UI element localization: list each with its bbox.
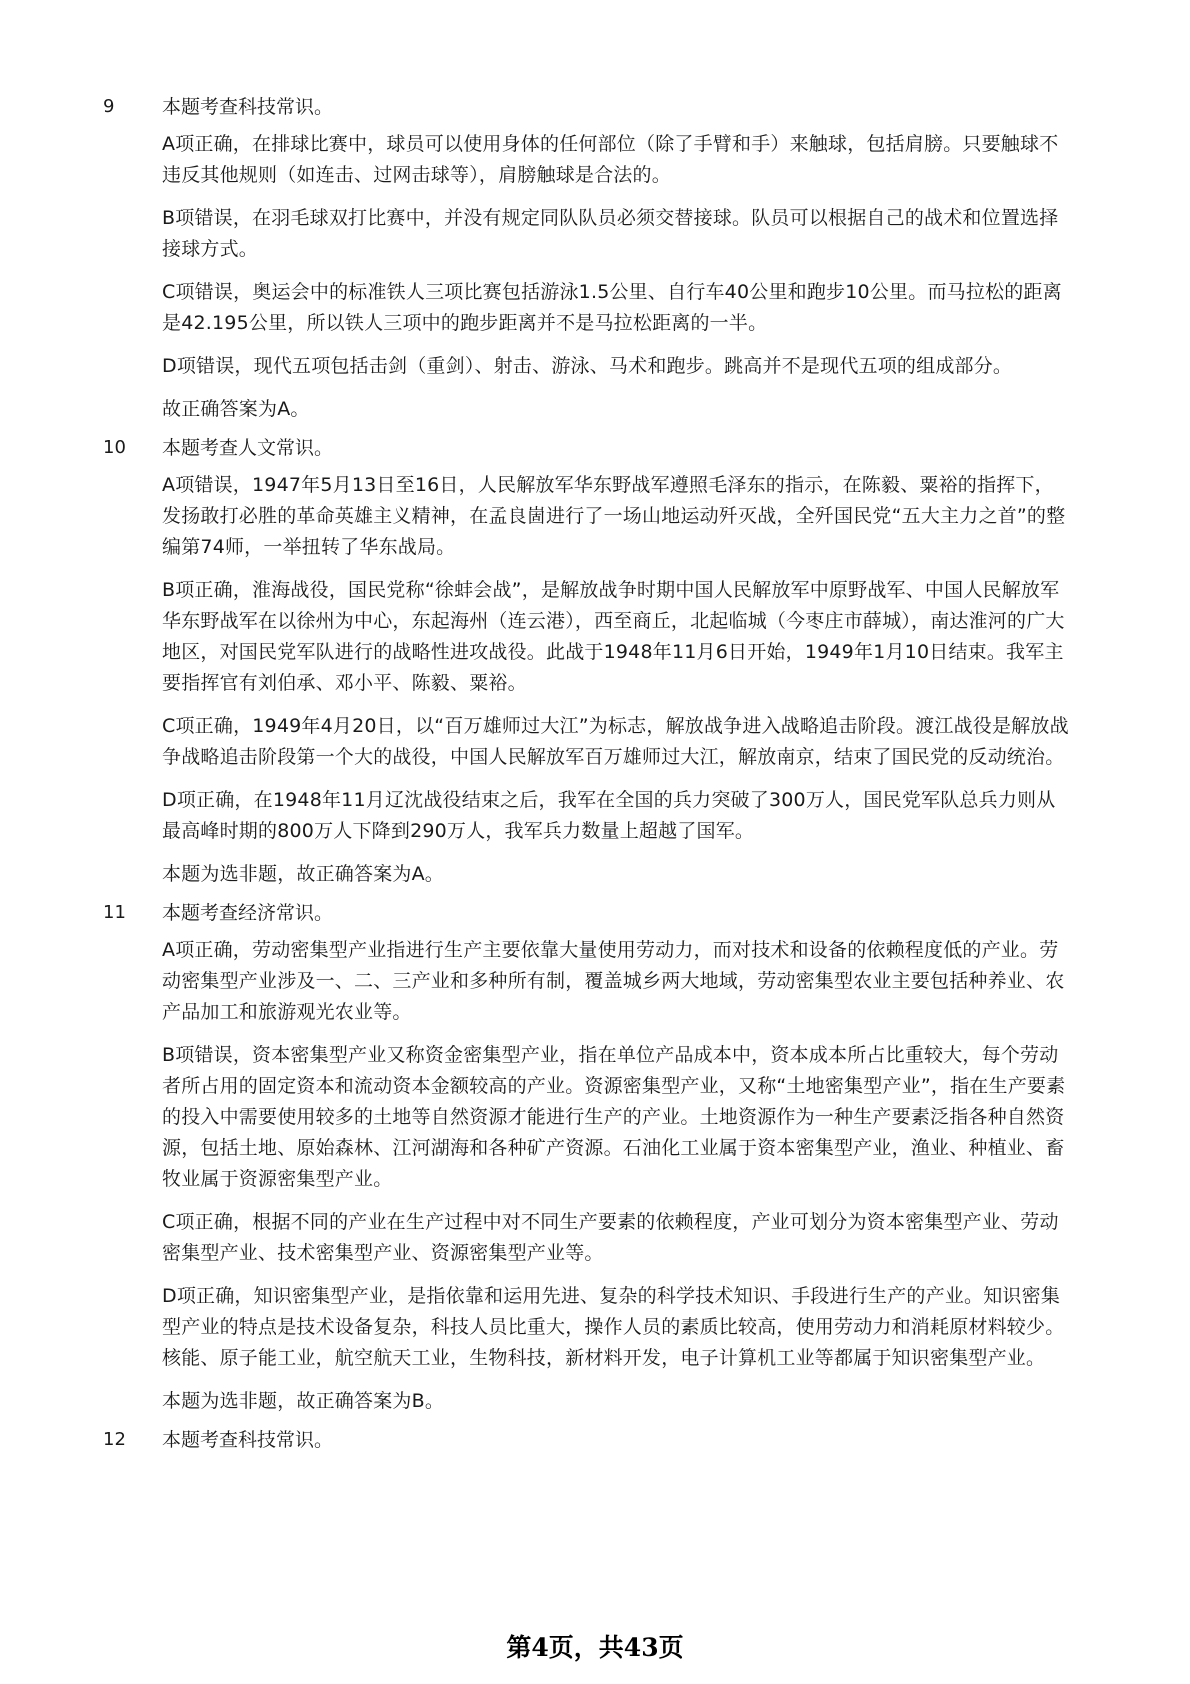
explanation-paragraph: A项正确，劳动密集型产业指进行生产主要依靠大量使用劳动力，而对技术和设备的依赖程度低的产业。劳动密集型产业涉及一、二、三产业和多种所有制，覆盖城乡两大地域，劳动密集型农业主要包括种养业、农产品加工和旅游观光农业等。: [162, 939, 1065, 1023]
question-intro: 本题考查科技常识。: [162, 96, 334, 118]
question-header: [0, 1429, 1190, 1462]
explanation-paragraph: A项错误，1947年5月13日至16日，人民解放军华东野战军遵照毛泽东的指示，在陈毅、粟裕的指挥下，发扬敢打必胜的革命英雄主义精神，在孟良崮进行了一场山地运动歼灭战，全歼国民党“五大主力之首”的整编第74师，一举扭转了华东战局。: [162, 474, 1066, 558]
question-header: [0, 96, 1190, 129]
page-footer: 第4页，共43页: [506, 1633, 684, 1662]
question-intro: 本题考查人文常识。: [162, 437, 334, 459]
explanation-paragraph: C项正确，1949年4月20日，以“百万雄师过大江”为标志，解放战争进入战略追击阶段。渡江战役是解放战争战略追击阶段第一个大的战役，中国人民解放军百万雄师过大江，解放南京，结束了国民党的反动统治。: [162, 715, 1069, 768]
explanation-paragraph: D项正确，知识密集型产业，是指依靠和运用先进、复杂的科学技术知识、手段进行生产的产业。知识密集型产业的特点是技术设备复杂，科技人员比重大，操作人员的素质比较高，使用劳动力和消耗原材料较少。核能、原子能工业，航空航天工业，生物科技，新材料开发，电子计算机工业等都属于知识密集型产业。: [162, 1285, 1065, 1369]
explanation-paragraph: C项错误，奥运会中的标准铁人三项比赛包括游泳1.5公里、自行车40公里和跑步10公里。而马拉松的距离是42.195公里，所以铁人三项中的跑步距离并不是马拉松距离的一半。: [162, 281, 1062, 334]
answer-line: 本题为选非题，故正确答案为B。: [162, 1390, 445, 1412]
answer-line: 本题为选非题，故正确答案为A。: [162, 863, 444, 885]
explanation-paragraph: B项错误，资本密集型产业又称资金密集型产业，指在单位产品成本中，资本成本所占比重较大，每个劳动者所占用的固定资本和流动资本金额较高的产业。资源密集型产业，又称“土地密集型产业”，指在生产要素的投入中需要使用较多的土地等自然资源才能进行生产的产业。土地资源作为一种生产要素泛指各种自然资源，包括土地、原始森林、江河湖海和各种矿产资源。石油化工业属于资本密集型产业，渔业、种植业、畜牧业属于资源密集型产业。: [162, 1044, 1066, 1190]
explanation-paragraph: B项正确，淮海战役，国民党称“徐蚌会战”，是解放战争时期中国人民解放军中原野战军、中国人民解放军华东野战军在以徐州为中心，东起海州（连云港），西至商丘，北起临城（今枣庄市薛城），南达淮河的广大地区，对国民党军队进行的战略性进攻战役。此战于1948年11月6日开始，1949年1月10日结束。我军主要指挥官有刘伯承、邓小平、陈毅、粟裕。: [162, 579, 1065, 694]
question-header: [0, 437, 1190, 470]
question-9: [0, 96, 1190, 425]
question-number: 10: [103, 437, 126, 458]
explanation-paragraph: A项正确，在排球比赛中，球员可以使用身体的任何部位（除了手臂和手）来触球，包括肩膀。只要触球不违反其他规则（如连击、过网击球等），肩膀触球是合法的。: [162, 133, 1059, 186]
question-number: 11: [103, 902, 126, 923]
question-11: [0, 902, 1190, 1417]
question-intro: 本题考查经济常识。: [162, 902, 334, 924]
question-10: [0, 437, 1190, 890]
explanation-paragraph: D项错误，现代五项包括击剑（重剑）、射击、游泳、马术和跑步。跳高并不是现代五项的组成部分。: [162, 355, 1013, 377]
answer-line: 故正确答案为A。: [162, 398, 310, 420]
explanation-paragraph: B项错误，在羽毛球双打比赛中，并没有规定同队队员必须交替接球。队员可以根据自己的战术和位置选择接球方式。: [162, 207, 1059, 260]
explanation-paragraph: D项正确，在1948年11月辽沈战役结束之后，我军在全国的兵力突破了300万人，国民党军队总兵力则从最高峰时期的800万人下降到290万人，我军兵力数量上超越了国军。: [162, 789, 1056, 842]
question-header: [0, 902, 1190, 935]
question-number: 9: [103, 96, 115, 117]
page-content: [0, 96, 1190, 1462]
question-12: [0, 1429, 1190, 1462]
explanation-paragraph: C项正确，根据不同的产业在生产过程中对不同生产要素的依赖程度，产业可划分为资本密集型产业、劳动密集型产业、技术密集型产业、资源密集型产业等。: [162, 1211, 1059, 1264]
question-intro: 本题考查科技常识。: [162, 1429, 334, 1451]
question-number: 12: [103, 1429, 126, 1450]
